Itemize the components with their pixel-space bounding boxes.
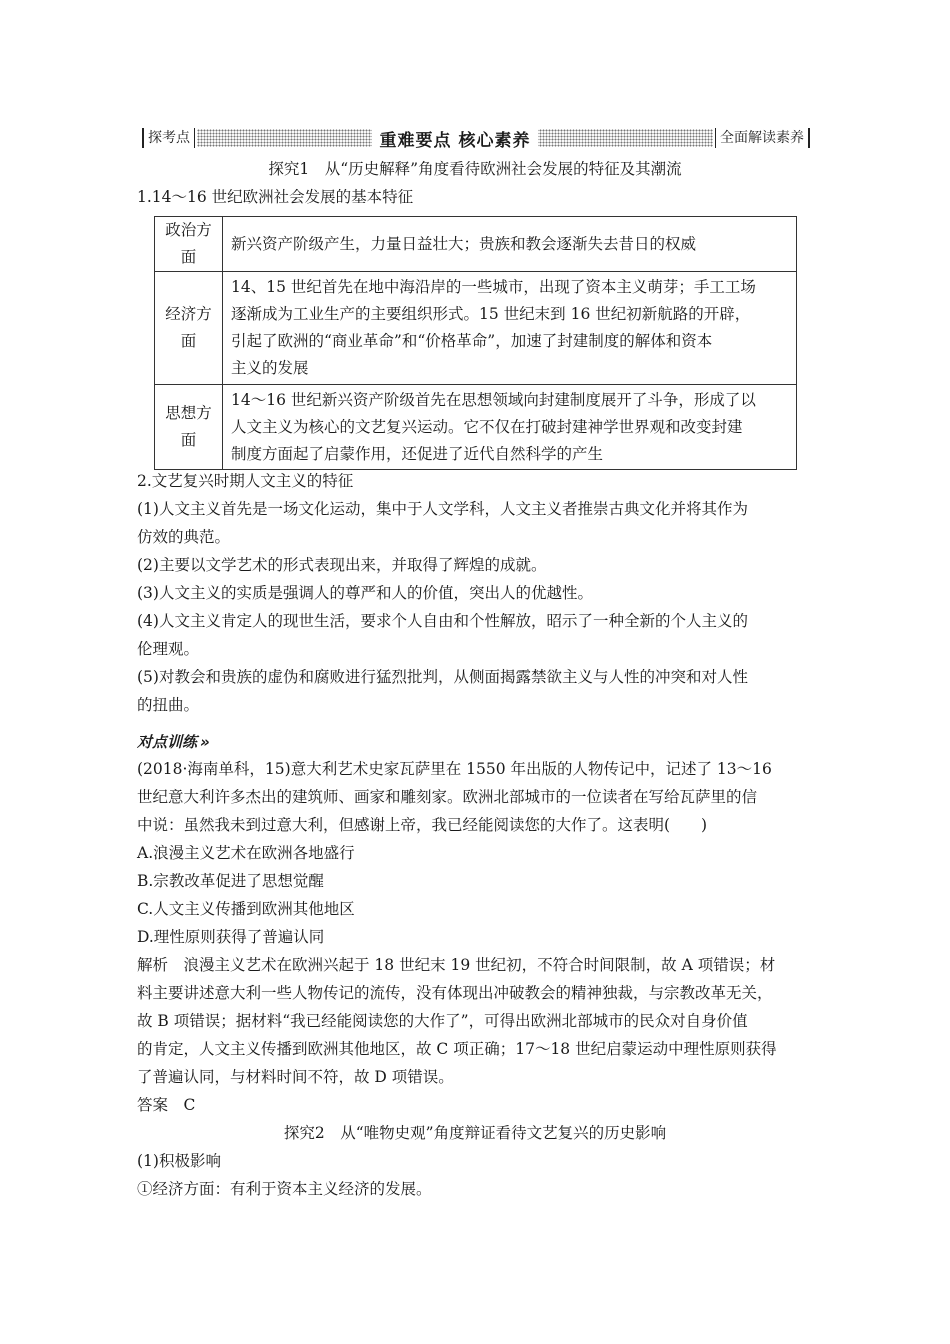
inquiry1-title: 探究1 从“历史解释”角度看待欧洲社会发展的特征及其潮流 [268, 160, 682, 178]
option-d: D.理性原则获得了普遍认同 [137, 928, 325, 946]
inquiry2-title: 探究2 从“唯物史观”角度辩证看待文艺复兴的历史影响 [283, 1124, 667, 1142]
banner-dotted-band [197, 129, 713, 151]
section-banner [142, 126, 810, 150]
features-table [154, 216, 797, 470]
list-item: (1)积极影响 [137, 1152, 221, 1170]
list-item: 伦理观。 [137, 640, 200, 658]
analysis-line: 料主要讲述意大利一些人物传记的流传，没有体现出冲破教会的精神独裁，与宗教改革无关， [137, 984, 773, 1002]
banner-right-tag: 全面解读素养 [715, 128, 810, 148]
table-row [155, 217, 797, 272]
option-a: A.浪漫主义艺术在欧洲各地盛行 [137, 844, 355, 862]
row-header-thought: 思想方 面 [155, 385, 223, 470]
analysis-line: 解析 浪漫主义艺术在欧洲兴起于 18 世纪末 19 世纪初，不符合时间限制，故 A 项错误；材 [137, 956, 776, 974]
banner-title: 重难要点 核心素养 [372, 126, 539, 151]
double-chevron-icon: » [200, 733, 210, 751]
practice-label: 对点训练 » [137, 733, 210, 751]
question-line: (2018·海南单科，15)意大利艺术史家瓦萨里在 1550 年出版的人物传记中，记述了 13～16 [137, 760, 772, 778]
answer: 答案 C [137, 1096, 196, 1114]
option-b: B.宗教改革促进了思想觉醒 [137, 872, 324, 890]
list-item: (2)主要以文学艺术的形式表现出来，并取得了辉煌的成就。 [137, 556, 547, 574]
point1-heading: 1.14～16 世纪欧洲社会发展的基本特征 [137, 188, 414, 206]
option-c: C.人文主义传播到欧洲其他地区 [137, 900, 355, 918]
row-content-politics: 新兴资产阶级产生，力量日益壮大；贵族和教会逐渐失去昔日的权威 [223, 217, 797, 272]
analysis-line: 的肯定，人文主义传播到欧洲其他地区，故 C 项正确；17～18 世纪启蒙运动中理性原则获得 [137, 1040, 777, 1058]
list-item: (3)人文主义的实质是强调人的尊严和人的价值，突出人的优越性。 [137, 584, 593, 602]
list-item: (4)人文主义肯定人的现世生活，要求个人自由和个性解放，昭示了一种全新的个人主义的 [137, 612, 748, 630]
list-item: (1)人文主义首先是一场文化运动，集中于人文学科，人文主义者推崇古典文化并将其作为 [137, 500, 748, 518]
list-item: 的扭曲。 [137, 696, 200, 714]
banner-left-tag: 探考点 [142, 128, 195, 148]
analysis-line: 故 B 项错误；据材料“我已经能阅读您的大作了”，可得出欧洲北部城市的民众对自身价值 [137, 1012, 748, 1030]
analysis-line: 了普遍认同，与材料时间不符，故 D 项错误。 [137, 1068, 454, 1086]
row-content-thought: 14～16 世纪新兴资产阶级首先在思想领域向封建制度展开了斗争，形成了以 人文主义为核心的文艺复兴运动。它不仅在打破封建神学世界观和改变封建 制度方面起了启蒙作用，还促进了近代自然科学的产生 [223, 385, 797, 470]
question-line: 中说：虽然我未到过意大利，但感谢上帝，我已经能阅读您的大作了。这表明( ) [137, 816, 708, 834]
list-item: ①经济方面：有利于资本主义经济的发展。 [137, 1180, 432, 1198]
list-item: 仿效的典范。 [137, 528, 231, 546]
row-header-economy: 经济方 面 [155, 272, 223, 385]
row-content-economy: 14、15 世纪首先在地中海沿岸的一些城市，出现了资本主义萌芽；手工工场 逐渐成为工业生产的主要组织形式。15 世纪末到 16 世纪初新航路的开辟， 引起了欧洲的“商业革命”和“价格革命”，加速了封建制度的解体和资本 主义的发展 [223, 272, 797, 385]
list-item: (5)对教会和贵族的虚伪和腐败进行猛烈批判，从侧面揭露禁欲主义与人性的冲突和对人性 [137, 668, 748, 686]
question-line: 世纪意大利许多杰出的建筑师、画家和雕刻家。欧洲北部城市的一位读者在写给瓦萨里的信 [137, 788, 758, 806]
table-row [155, 272, 797, 385]
point2-heading: 2.文艺复兴时期人文主义的特征 [137, 472, 354, 490]
table-row [155, 385, 797, 470]
row-header-politics: 政治方 面 [155, 217, 223, 272]
